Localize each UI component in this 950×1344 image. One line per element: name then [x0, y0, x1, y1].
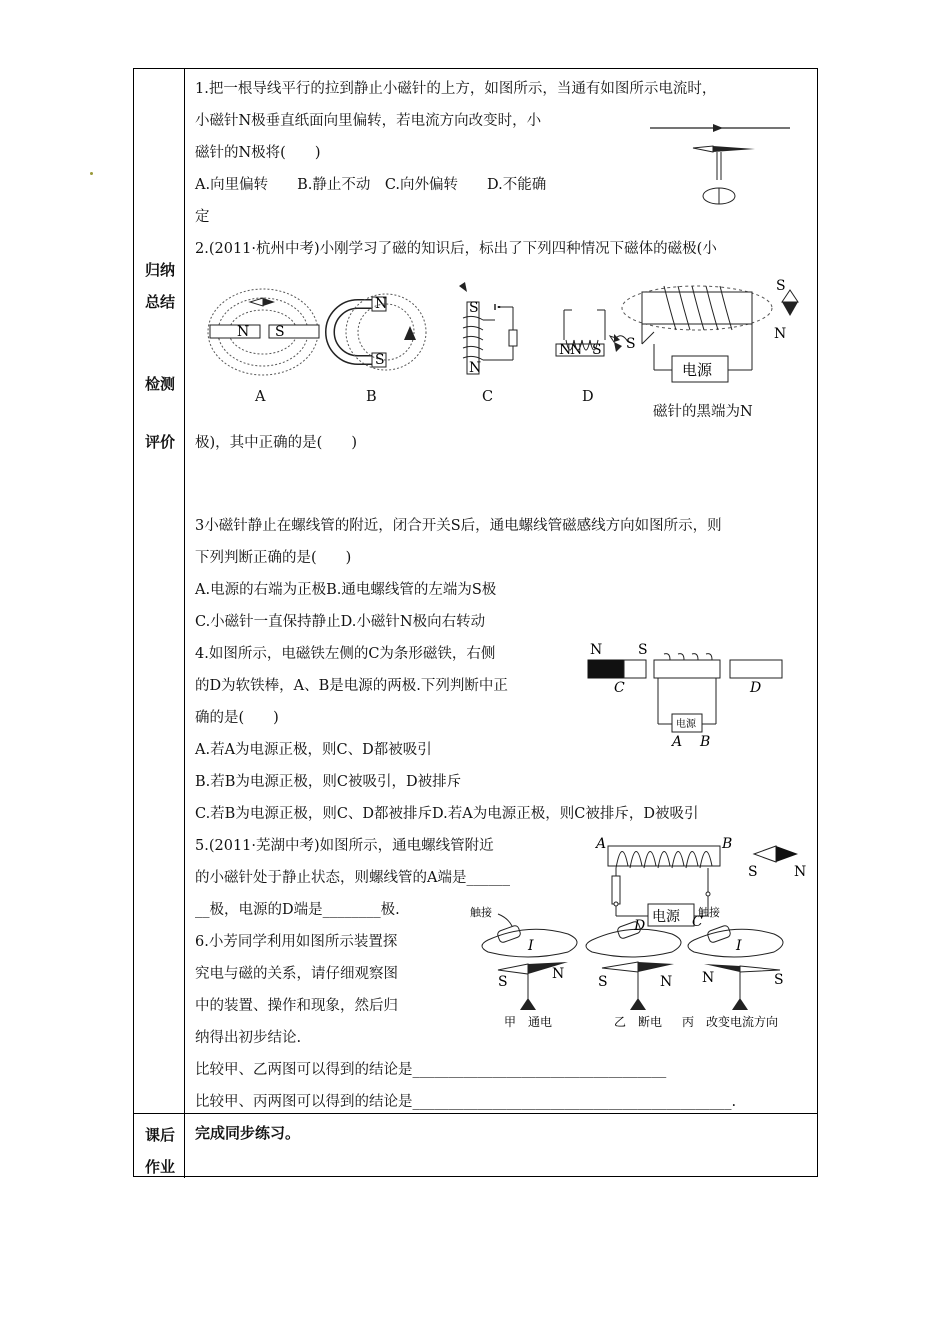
q3-line4: C.小磁针一直保持静止D.小磁针N极向右转动 — [195, 614, 486, 630]
q5-fig-s: S — [748, 864, 758, 880]
homework-text: 完成同步练习。 — [195, 1124, 301, 1142]
q5-fig-a: A — [596, 836, 607, 852]
q4-fig-s: S — [638, 642, 648, 658]
label-kehou: 课后 — [144, 1126, 175, 1144]
q4-fig-d: D — [750, 680, 762, 696]
decorative-dot — [90, 172, 93, 175]
q6-line1: 6.小芳同学利用如图所示装置探 — [195, 934, 398, 950]
q6-cap3: 丙 改变电流方向 — [682, 1015, 779, 1029]
q2-figure-e — [612, 272, 812, 382]
q4-fig-a: A — [672, 734, 683, 750]
q6-i3: I — [736, 938, 742, 954]
q4-line3: 确的是( ) — [195, 710, 279, 726]
fig-e-s-top: S — [776, 278, 786, 294]
q4-fig-power: 电源 — [676, 719, 696, 730]
fig-a-s-label: S — [275, 324, 285, 340]
q4-fig-c: C — [614, 680, 625, 696]
q2-fig-note: 磁针的黑端为N — [653, 404, 753, 420]
q2-fig-b-label: B — [366, 389, 377, 405]
q4-line5: B.若B为电源正极，则C被吸引，D被排斥 — [195, 774, 462, 790]
q2-figure-a — [205, 282, 325, 382]
fig-b-n-label: N — [375, 296, 388, 312]
q1-line3: 磁针的N极将( ) — [195, 145, 321, 161]
q2-line2: 极)，其中正确的是( ) — [195, 435, 357, 451]
q1-line1: 1.把一根导线平行的拉到静止小磁针的上方，如图所示，当通有如图所示电流时， — [195, 81, 717, 97]
fig-d-n1: N — [559, 342, 572, 358]
q6-n3: N — [702, 970, 715, 986]
q1-figure-wire-compass — [645, 118, 795, 210]
q3-line2: 下列判断正确的是( ) — [195, 550, 352, 566]
q2-fig-c-label: C — [482, 389, 494, 405]
q1-line2: 小磁针N极垂直纸面向里偏转，若电流方向改变时，小 — [195, 113, 542, 129]
q4-line6: C.若B为电源正极，则C、D都被排斥D.若A为电源正极，则C被排斥，D被吸引 — [195, 806, 699, 822]
q6-s2: S — [598, 974, 608, 990]
q6-line6: 比较甲、丙两图可以得到的结论是____________________________________________. — [195, 1094, 737, 1110]
q4-figure-electromagnet — [586, 642, 786, 752]
q2-figure-b — [330, 282, 435, 382]
label-guina: 归纳 — [144, 261, 175, 279]
q6-d-label: D — [634, 918, 646, 934]
q2-fig-a-label: A — [255, 389, 266, 405]
label-pingjia: 评价 — [144, 433, 175, 451]
q6-cap2: 乙 断电 — [614, 1015, 663, 1029]
q5-fig-c: C — [692, 914, 703, 930]
fig-c-n-label: N — [469, 360, 482, 376]
fig-a-n-label: N — [237, 324, 250, 340]
q4-fig-b: B — [700, 734, 711, 750]
fig-e-power: 电源 — [682, 361, 713, 379]
q4-line4: A.若A为电源正极，则C、D都被吸引 — [195, 742, 432, 758]
q5-line1: 5.(2011·芜湖中考)如图所示，通电螺线管附近 — [195, 838, 494, 854]
q1-line5: 定 — [195, 209, 210, 225]
label-zuoye: 作业 — [144, 1158, 175, 1176]
q6-line2: 究电与磁的关系，请仔细观察图 — [195, 966, 398, 982]
fig-e-s-switch: S — [626, 336, 636, 352]
fig-e-n: N — [774, 326, 787, 342]
q6-touch2: 触接 — [698, 906, 720, 919]
column-divider — [184, 69, 185, 1178]
fig-c-s-label: S — [469, 300, 479, 316]
q4-line1: 4.如图所示，电磁铁左侧的C为条形磁铁，右侧 — [195, 646, 496, 662]
q6-line4: 纳得出初步结论. — [195, 1030, 302, 1046]
q6-n2: N — [660, 974, 673, 990]
q2-figure-c — [455, 280, 525, 380]
q5-line3: __极，电源的D端是________极. — [195, 902, 400, 918]
q6-figure-experiment — [468, 900, 813, 1035]
fig-b-s-label: S — [375, 352, 385, 368]
q6-n1: N — [552, 966, 565, 982]
fig-d-s: S — [592, 342, 602, 358]
q5-line2: 的小磁针处于静止状态，则螺线管的A端是______ — [195, 870, 510, 886]
q6-s3: S — [774, 972, 784, 988]
q4-line2: 的D为软铁棒，A、B是电源的两极.下列判断中正 — [195, 678, 508, 694]
q6-line3: 中的装置、操作和现象，然后归 — [195, 998, 398, 1014]
q6-i1: I — [528, 938, 534, 954]
q3-line1: 3小磁针静止在螺线管的附近，闭合开关S后，通电螺线管磁感线方向如图所示，则 — [195, 518, 722, 534]
q5-fig-power: 电源 — [652, 909, 680, 925]
label-jiance: 检测 — [144, 375, 175, 393]
q5-fig-n: N — [794, 864, 807, 880]
q6-line5: 比较甲、乙两图可以得到的结论是___________________________________ — [195, 1062, 667, 1078]
q2-line1: 2.(2011·杭州中考)小刚学习了磁的知识后，标出了下列四种情况下磁体的磁极(小 — [195, 241, 717, 257]
q3-line3: A.电源的右端为正极B.通电螺线管的左端为S极 — [195, 582, 497, 598]
q6-touch1: 触接 — [470, 906, 492, 919]
q6-s1: S — [498, 974, 508, 990]
q5-fig-b: B — [722, 836, 733, 852]
row-divider — [134, 1113, 817, 1114]
q4-fig-n: N — [590, 642, 603, 658]
q6-cap1: 甲 通电 — [504, 1015, 553, 1029]
q1-line4: A.向里偏转 B.静止不动 C.向外偏转 D.不能确 — [195, 177, 547, 193]
q2-fig-d-label: D — [582, 389, 594, 405]
label-zongjie: 总结 — [144, 293, 175, 311]
fig-d-n2: N — [570, 342, 583, 358]
